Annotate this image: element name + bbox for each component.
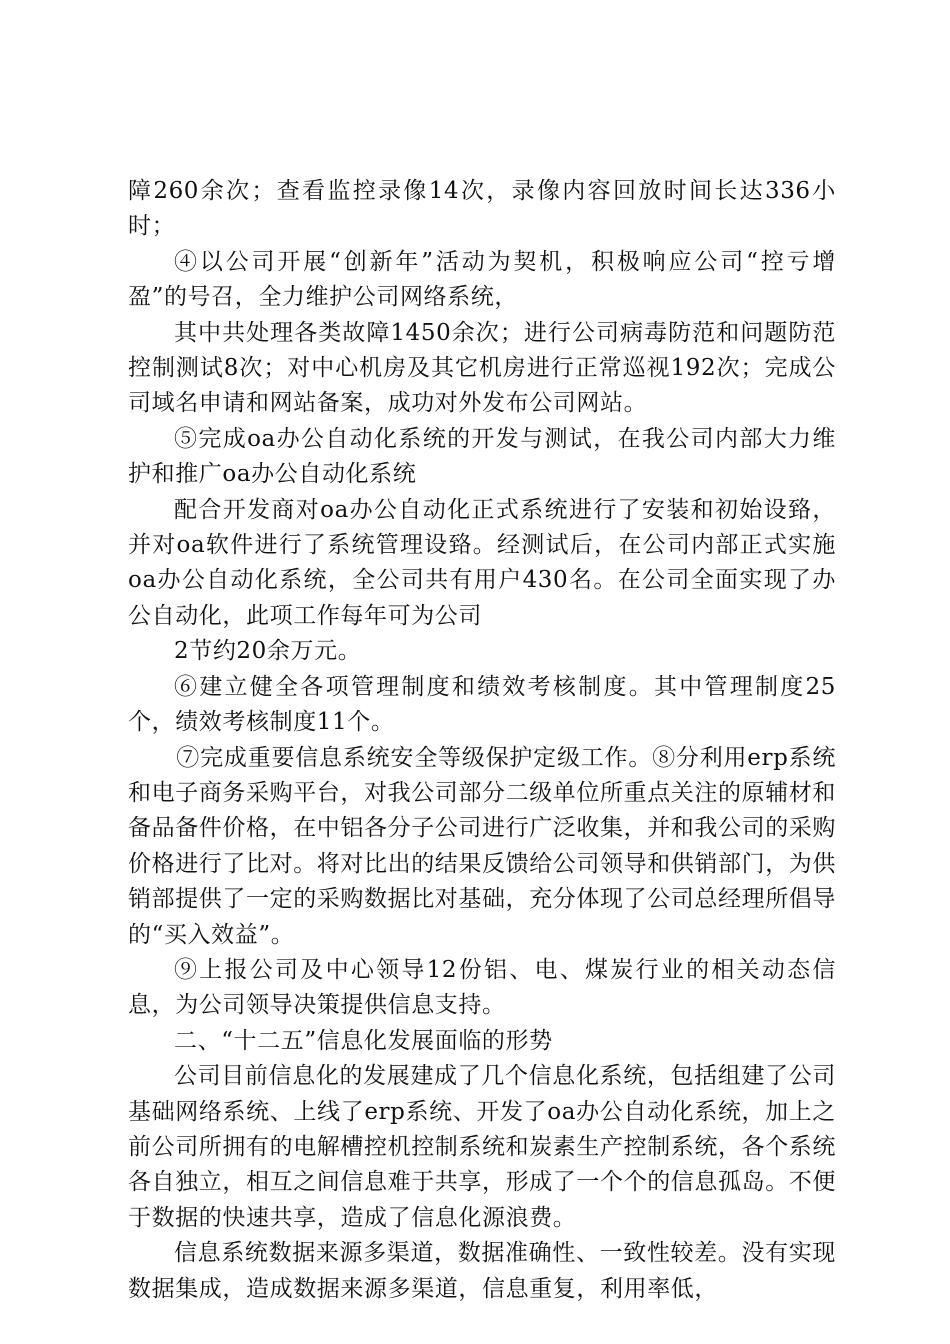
paragraph-p8: ⑦完成重要信息系统安全等级保护定级工作。⑧分利用erp系统和电子商务采购平台，对我公司部分二级单位所重点关注的原辅材和备品备件价格，在中铝各分子公司进行广泛收集，并和我公司的采购价格进行了比对。将对比出的结果反馈给公司领导和供销部门，为供销部提供了一定的采购数据比对基础，充分体现了公司总经理所倡导的“买入效益”。 (128, 744, 836, 948)
paragraph-p1: 障260余次；查看监控录像14次，录像内容回放时间长达336小时； (128, 178, 836, 240)
paragraph-p9: ⑨上报公司及中心领导12份铝、电、煤炭行业的相关动态信息，为公司领导决策提供信息支持。 (128, 956, 836, 1019)
paragraph-p7: ⑥建立健全各项管理制度和绩效考核制度。其中管理制度25个，绩效考核制度11个。 (128, 673, 836, 736)
document-body (128, 174, 836, 1307)
paragraph-p12: 信息系统数据来源多渠道，数据准确性、一致性较差。没有实现数据集成，造成数据来源多渠道，信息重复，利用率低， (128, 1240, 836, 1302)
section-heading: 二、“十二五”信息化发展面临的形势 (174, 1027, 553, 1054)
paragraph-p2: ④以公司开展“创新年”活动为契机，积极响应公司“控亏增盈”的号召，全力维护公司网络系统， (128, 248, 836, 311)
paragraph-p6: 2节约20余万元。 (174, 638, 362, 665)
paragraph-p3: 其中共处理各类故障1450余次；进行公司病毒防范和问题防范控制测试8次；对中心机房及其它机房进行正常巡视192次；完成公司域名申请和网站备案，成功对外发布公司网站。 (128, 319, 836, 417)
paragraph-p5: 配合开发商对oa办公自动化正式系统进行了安装和初始设臵，并对oa软件进行了系统管理设臵。经测试后，在公司内部正式实施oa办公自动化系统，全公司共有用户430名。在公司全面实现了办公自动化，此项工作每年可为公司 (128, 496, 836, 629)
paragraph-p11: 公司目前信息化的发展建成了几个信息化系统，包括组建了公司基础网络系统、上线了erp系统、开发了oa办公自动化系统，加上之前公司所拥有的电解槽控机控制系统和炭素生产控制系统，各个系统各自独立，相互之间信息难于共享，形成了一个个的信息孤岛。不便于数据的快速共享，造成了信息化源浪费。 (128, 1063, 836, 1231)
paragraph-p4: ⑤完成oa办公自动化系统的开发与测试，在我公司内部大力维护和推广oa办公自动化系统 (128, 425, 836, 488)
